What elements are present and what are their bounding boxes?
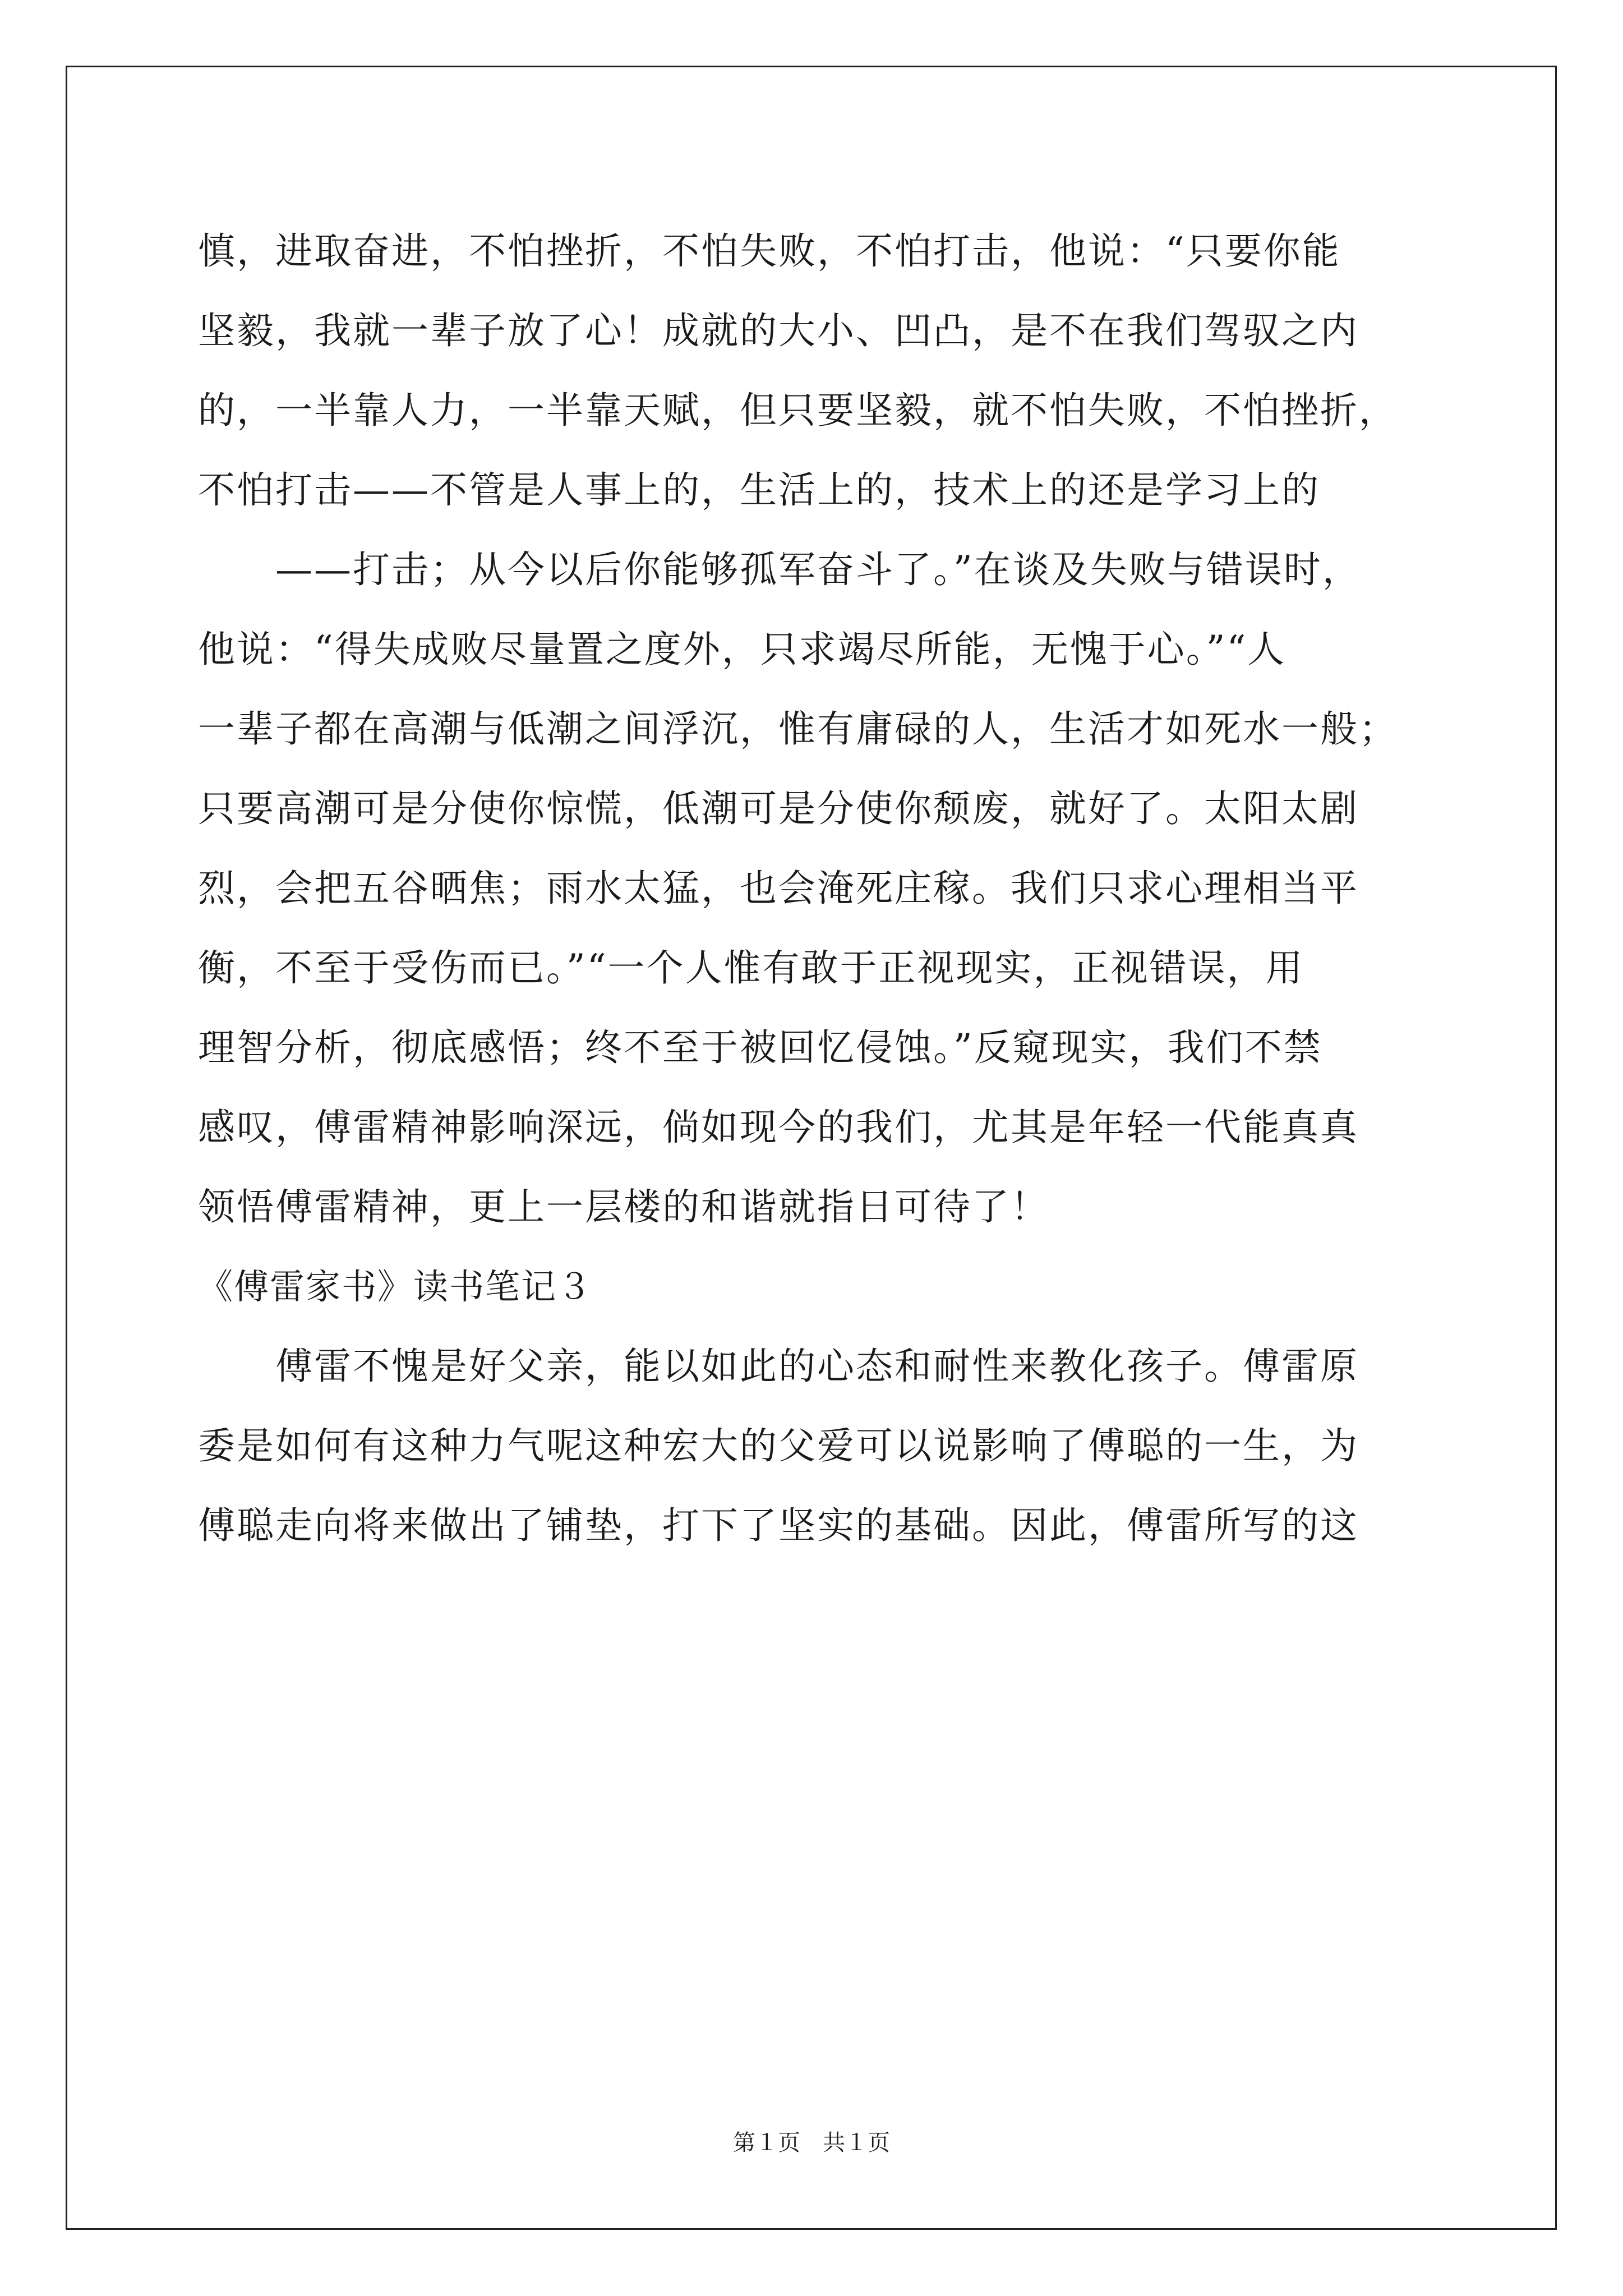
text-line-5: ——打击；从今以后你能够孤军奋斗了。”在谈及失败与错误时，	[198, 548, 1361, 591]
text-line-10: 衡，不至于受伤而已。”“一个人惟有敢于正视现实，正视错误，用	[198, 946, 1304, 990]
text-line-14: 傅雷不愧是好父亲，能以如此的心态和耐性来教化孩子。傅雷原	[198, 1345, 1359, 1388]
text-line-9: 烈，会把五谷晒焦；雨水太猛，也会淹死庄稼。我们只求心理相当平	[198, 867, 1359, 910]
text-line-15: 委是如何有这种力气呢这种宏大的父爱可以说影响了傅聪的一生，为	[198, 1424, 1359, 1467]
text-line-4: 不怕打击——不管是人事上的，生活上的，技术上的还是学习上的	[198, 468, 1320, 512]
page-footer: 第１页 共１页	[733, 2130, 890, 2156]
text-line-13: 领悟傅雷精神，更上一层楼的和谐就指日可待了！	[198, 1185, 1049, 1228]
section-heading: 《傅雷家书》读书笔记３	[198, 1266, 593, 1307]
text-line-2: 坚毅，我就一辈子放了心！成就的大小、凹凸，是不在我们驾驭之内	[198, 309, 1359, 352]
text-line-12: 感叹，傅雷精神影响深远，倘如现今的我们，尤其是年轻一代能真真	[198, 1106, 1359, 1149]
text-line-8: 只要高潮可是分使你惊慌，低潮可是分使你颓废，就好了。太阳太剧	[198, 787, 1359, 830]
text-line-11: 理智分析，彻底感悟；终不至于被回忆侵蚀。”反窥现实，我们不禁	[198, 1026, 1322, 1069]
text-line-6: 他说：“得失成败尽量置之度外，只求竭尽所能，无愧于心。”“人	[198, 628, 1287, 671]
text-line-1: 慎，进取奋进，不怕挫折，不怕失败，不怕打击，他说：“只要你能	[198, 229, 1341, 273]
text-line-16: 傅聪走向将来做出了铺垫，打下了坚实的基础。因此，傅雷所写的这	[198, 1504, 1359, 1547]
text-line-7: 一辈子都在高潮与低潮之间浮沉，惟有庸碌的人，生活才如死水一般；	[198, 707, 1398, 751]
text-line-3: 的，一半靠人力，一半靠天赋，但只要坚毅，就不怕失败，不怕挫折，	[198, 389, 1398, 432]
